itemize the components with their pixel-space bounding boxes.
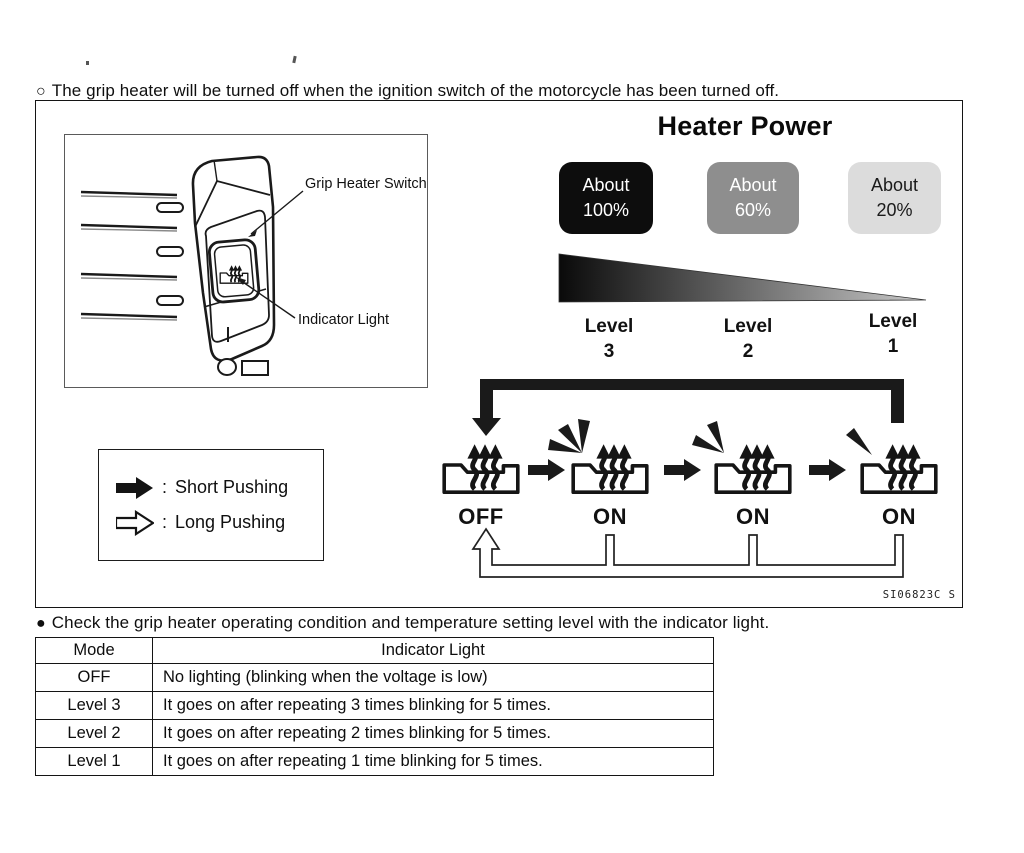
- push-legend-box: [98, 449, 324, 561]
- table-row: [36, 748, 714, 776]
- indicator-light-label: Indicator Light: [298, 312, 390, 328]
- long-push-legend-row: : Long Pushing: [116, 510, 323, 536]
- housing-connector: [242, 361, 268, 375]
- down-arrow-icon: [472, 418, 501, 436]
- level-1-label: Level 1: [868, 311, 918, 357]
- indicator-cell: It goes on after repeating 1 time blinking for 5 times.: [153, 748, 714, 776]
- level-3-label: Level 3: [584, 316, 634, 362]
- level-2-label: Level 2: [723, 316, 773, 362]
- long-push-return-connector: [472, 379, 904, 436]
- power-box-100: [559, 162, 653, 234]
- mode-cell: Level 2: [36, 720, 153, 748]
- heater-power-title: Heater Power: [657, 111, 833, 141]
- short-push-label: Short Pushing: [175, 477, 289, 497]
- switch-illustration-box: [64, 134, 428, 388]
- power-box-line1: About: [582, 175, 630, 195]
- figure-code: SI06823C S: [882, 589, 956, 601]
- hollow-arrow-icon: [116, 510, 154, 536]
- check-line: [36, 613, 769, 633]
- power-box-line1: About: [729, 175, 777, 195]
- scan-artifact: [292, 56, 296, 63]
- state-label-on-1: ON: [882, 504, 916, 529]
- short-push-legend-row: : Short Pushing: [116, 475, 323, 501]
- switch-illustration: [65, 135, 427, 387]
- state-label-off: OFF: [458, 504, 504, 529]
- blink-rays-1-icon: [846, 428, 872, 455]
- power-box-line2: 60%: [734, 200, 772, 220]
- short-push-arrow-icon: [664, 459, 701, 481]
- blink-rays-3-icon: [548, 419, 590, 453]
- power-box-60: [707, 162, 799, 234]
- state-label-on-3: ON: [593, 504, 627, 529]
- grip-icon-level2: [716, 444, 790, 492]
- grip-icon-off: [444, 444, 518, 492]
- indicator-cell: It goes on after repeating 3 times blinking for 5 times.: [153, 692, 714, 720]
- power-box-line2: 20%: [876, 200, 913, 220]
- short-push-arrow-icon: [809, 459, 846, 481]
- table-row: [36, 664, 714, 692]
- mode-cell: Level 3: [36, 692, 153, 720]
- power-box-line1: About: [870, 175, 919, 195]
- mode-cell: Level 1: [36, 748, 153, 776]
- switch-sequence-diagram: [436, 369, 976, 585]
- power-gradient-wedge: [558, 251, 928, 304]
- state-label-on-2: ON: [736, 504, 770, 529]
- table-header-row: [36, 638, 714, 664]
- grip-heater-switch-label: Grip Heater Switch: [305, 176, 427, 192]
- power-box-20: [848, 162, 941, 234]
- grip-heater-figure: [35, 100, 963, 608]
- table-row: [36, 692, 714, 720]
- long-push-bottom-connector: [473, 529, 903, 577]
- indicator-cell: No lighting (blinking when the voltage is low): [153, 664, 714, 692]
- solid-arrow-icon: [116, 475, 154, 501]
- grip-icon-level1: [862, 444, 936, 492]
- check-text: Check the grip heater operating condition and temperature setting level with the indicator light.: [51, 613, 770, 632]
- indicator-light-table: [35, 637, 714, 776]
- heater-switch-button: [209, 239, 260, 303]
- intro-line: [36, 81, 779, 101]
- power-box-line2: 100%: [582, 200, 630, 220]
- grip-icon-level3: [573, 444, 647, 492]
- intro-text: The grip heater will be turned off when the ignition switch of the motorcycle has been turned off.: [51, 81, 780, 100]
- indicator-light-header: Indicator Light: [153, 638, 714, 664]
- open-circle-bullet: ○: [36, 83, 46, 100]
- housing-bottom-knob: [218, 359, 236, 375]
- long-push-label: Long Pushing: [175, 512, 286, 532]
- mode-header: Mode: [36, 638, 153, 664]
- scan-artifact: [86, 61, 89, 65]
- grip-slots: [157, 203, 183, 305]
- filled-circle-bullet: ●: [36, 615, 46, 632]
- blink-rays-2-icon: [692, 421, 724, 453]
- table-row: [36, 720, 714, 748]
- mode-cell: OFF: [36, 664, 153, 692]
- indicator-cell: It goes on after repeating 2 times blinking for 5 times.: [153, 720, 714, 748]
- short-push-arrow-icon: [528, 459, 565, 481]
